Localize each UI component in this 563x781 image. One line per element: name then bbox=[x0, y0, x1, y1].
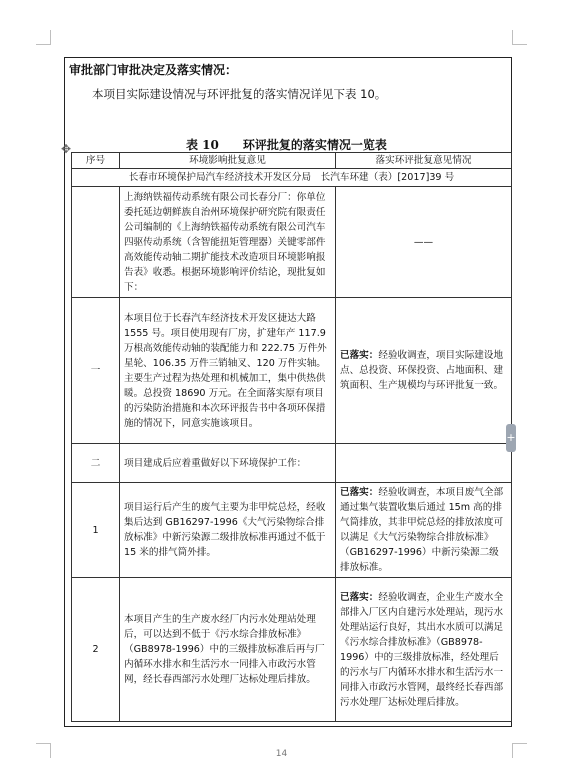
column-header-requirement: 环境影响批复意见 bbox=[120, 153, 336, 169]
expand-panel-tab[interactable]: + bbox=[506, 424, 516, 452]
table-row bbox=[72, 187, 512, 298]
approval-document-reference: 长春市环境保护局汽车经济技术开发区分局 长汽车环建（表）[2017]39 号 bbox=[72, 169, 512, 187]
row-implementation bbox=[336, 187, 512, 298]
row-implementation bbox=[336, 444, 512, 483]
implementation-text: —— bbox=[413, 236, 434, 248]
table-row bbox=[72, 578, 512, 722]
implementation-text: 经验收调查，项目实际建设地点、总投资、环保投资、占地面积、建筑面积、生产规模均与环评批复一致。 bbox=[340, 350, 504, 391]
section-heading: 审批部门审批决定及落实情况： bbox=[69, 63, 238, 77]
row-requirement: 项目运行后产生的废气主要为非甲烷总烃，经收集后达到 GB16297-1996《大气污染物综合排放标准》中新污染源二级排放标准再通过不低于 15 米的排气筒外排。 bbox=[120, 483, 336, 578]
approval-table bbox=[71, 152, 512, 722]
table-subheader-row bbox=[72, 169, 512, 187]
page-number: 14 bbox=[275, 749, 288, 759]
table-row bbox=[72, 298, 512, 444]
crop-mark-top-left bbox=[36, 30, 51, 45]
row-implementation bbox=[336, 298, 512, 444]
table-caption: 表 10 环评批复的落实情况一览表 bbox=[186, 138, 387, 152]
row-implementation bbox=[336, 578, 512, 722]
row-implementation bbox=[336, 483, 512, 578]
row-requirement: 本项目产生的生产废水经厂内污水处理站处理后，可以达到不低于《污水综合排放标准》（GB8978-1996）中的三级排放标准后再与厂内循环水排水和生活污水一同排入市政污水管网，经长春西部污水处理厂达标处理后排放。 bbox=[120, 578, 336, 722]
row-number: 1 bbox=[72, 483, 120, 578]
intro-paragraph: 本项目实际建设情况与环评批复的落实情况详见下表 10。 bbox=[92, 87, 387, 101]
implementation-label: 已落实： bbox=[340, 591, 379, 603]
implementation-text: 经验收调查，企业生产废水全部排入厂区内自建污水处理站，现污水处理站运行良好，其出水水质可以满足《污水综合排放标准》（GB8978-1996）中的三级排放标准，经处理后的污水与厂内循环水排水和生活污水一同排入市政污水管网，最终经长春西部污水处理厂达标处理后排放。 bbox=[340, 591, 504, 708]
row-requirement: 项目建成后应着重做好以下环境保护工作： bbox=[120, 444, 336, 483]
row-number: 2 bbox=[72, 578, 120, 722]
row-number: 二 bbox=[72, 444, 120, 483]
table-row bbox=[72, 483, 512, 578]
column-header-number: 序号 bbox=[72, 153, 120, 169]
table-header-row bbox=[72, 153, 512, 169]
implementation-text: 经验收调查，本项目废气全部通过集气装置收集后通过 15m 高的排气筒排放，其非甲烷总烃的排放浓度可以满足《大气污染物综合排放标准》（GB16297-1996）中新污染源二级排放标准。 bbox=[340, 487, 504, 573]
row-number: 一 bbox=[72, 298, 120, 444]
table-row bbox=[72, 444, 512, 483]
column-header-implementation: 落实环评批复意见情况 bbox=[336, 153, 512, 169]
implementation-label: 已落实： bbox=[340, 350, 379, 361]
table-move-handle-icon[interactable]: ✥ bbox=[60, 142, 72, 156]
row-requirement: 上海纳铁福传动系统有限公司长春分厂：你单位委托延边朝鲜族自治州环境保护研究院有限责任公司编制的《上海纳铁福传动系统有限公司汽车四驱传动系统（含智能扭矩管理器）关键零部件高效能传动轴二期扩能技术改造项目环境影响报告表》收悉。根据环境影响评价结论，现批复如下： bbox=[120, 187, 336, 298]
implementation-label: 已落实： bbox=[340, 487, 379, 498]
row-number bbox=[72, 187, 120, 298]
crop-mark-top-right bbox=[512, 30, 527, 45]
row-requirement: 本项目位于长春汽车经济技术开发区捷达大路 1555 号。项目使用现有厂房，扩建年产 117.9 万根高效能传动轴的装配能力和 222.75 万件外星轮、106.35 万件三销轴叉、120 万件实轴。主要生产过程为热处理和机械加工，集中供热供暖。总投资 18690 万元。在全面落实原有项目的污染防治措施和本次环评报告书中各项环保措施的情况下，同意实施该项目。 bbox=[120, 298, 336, 444]
